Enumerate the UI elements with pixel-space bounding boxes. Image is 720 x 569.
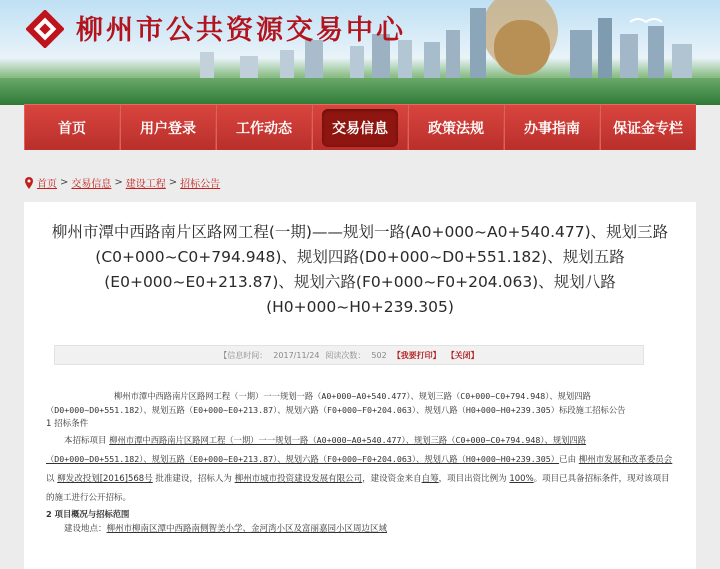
article-body — [46, 389, 676, 536]
site-title: 柳州市公共资源交易中心 — [76, 15, 406, 46]
nav-home[interactable]: 首页 — [24, 105, 120, 150]
nav-work-news[interactable]: 工作动态 — [216, 105, 312, 150]
nav-guide[interactable]: 办事指南 — [504, 105, 600, 150]
info-time: 2017/11/24 — [273, 350, 320, 360]
content-panel — [24, 202, 696, 569]
paragraph-tender-conditions: 本招标项目 柳州市潭中西路南片区路网工程（一期）一一规划一路（A0+000~A0+540.477）、规划三路（C0+000~C0+794.948）、规划四路（D0+000~D0+551.182）、规划五路（E0+000~E0+213.87）、规划六路（F0+000~F0+204.063）、规划八路（H0+000~H0+239.305）已由 柳州市发展和改革委员会以 柳发改投划[2016]568号 批准建设，招标人为 柳州市城市投资建设发展有限公司，建设资金来自自筹，项目出资比例为 100%。项目已具备招标条件，现对该项目的施工进行公开招标。 — [46, 435, 673, 503]
article-meta-bar: 【信息时间： 2017/11/24 阅读次数： 502 【我要打印】 【关闭】 — [54, 345, 644, 365]
breadcrumb-home[interactable]: 首页 — [37, 179, 57, 190]
nav-deposit[interactable]: 保证金专栏 — [600, 105, 696, 150]
breadcrumb-tender-notice[interactable]: 招标公告 — [180, 179, 221, 190]
nav-policy[interactable]: 政策法规 — [408, 105, 504, 150]
section-1-heading: 1 招标条件 — [46, 419, 89, 429]
close-link[interactable]: 【关闭】 — [446, 350, 479, 360]
view-count: 502 — [371, 350, 387, 360]
site-logo-icon — [26, 10, 64, 48]
print-link[interactable]: 【我要打印】 — [392, 350, 441, 360]
article-title: 柳州市潭中西路南片区路网工程(一期)——规划一路(A0+000~A0+540.477)、规划三路(C0+000~C0+794.948)、规划四路(D0+000~D0+551.182)、规划五路(E0+000~E0+213.87)、规划六路(F0+000~F0+204.063)、规划八路(H0+000~H0+239.305) — [51, 223, 669, 316]
article-heading: 柳州市潭中西路南片区路网工程（一期）一一规划一路（A0+000~A0+540.477）、规划三路（C0+000~C0+794.948）、规划四路（D0+000~D0+551.182）、规划五路（E0+000~E0+213.87）、规划六路（F0+000~F0+204.063）、规划八路（H0+000~H0+239.305）标段施工招标公告 — [46, 391, 626, 415]
section-2-heading: 2 项目概况与招标范围 — [46, 509, 130, 519]
location-pin-icon — [24, 177, 34, 189]
breadcrumb: 首页 > 交易信息 > 建设工程 > 招标公告 — [24, 175, 220, 190]
riverbank — [0, 78, 720, 105]
header-banner — [0, 0, 720, 105]
paragraph-location: 建设地点：柳州市柳南区潭中西路南侧智美小学、金河湾小区及富丽嘉园小区周边区域 — [64, 524, 388, 534]
breadcrumb-trade-info[interactable]: 交易信息 — [71, 179, 112, 190]
nav-user-login[interactable]: 用户登录 — [120, 105, 216, 150]
nav-trade-info[interactable]: 交易信息 — [312, 105, 408, 150]
breadcrumb-construction[interactable]: 建设工程 — [125, 179, 166, 190]
main-nav — [24, 104, 696, 150]
